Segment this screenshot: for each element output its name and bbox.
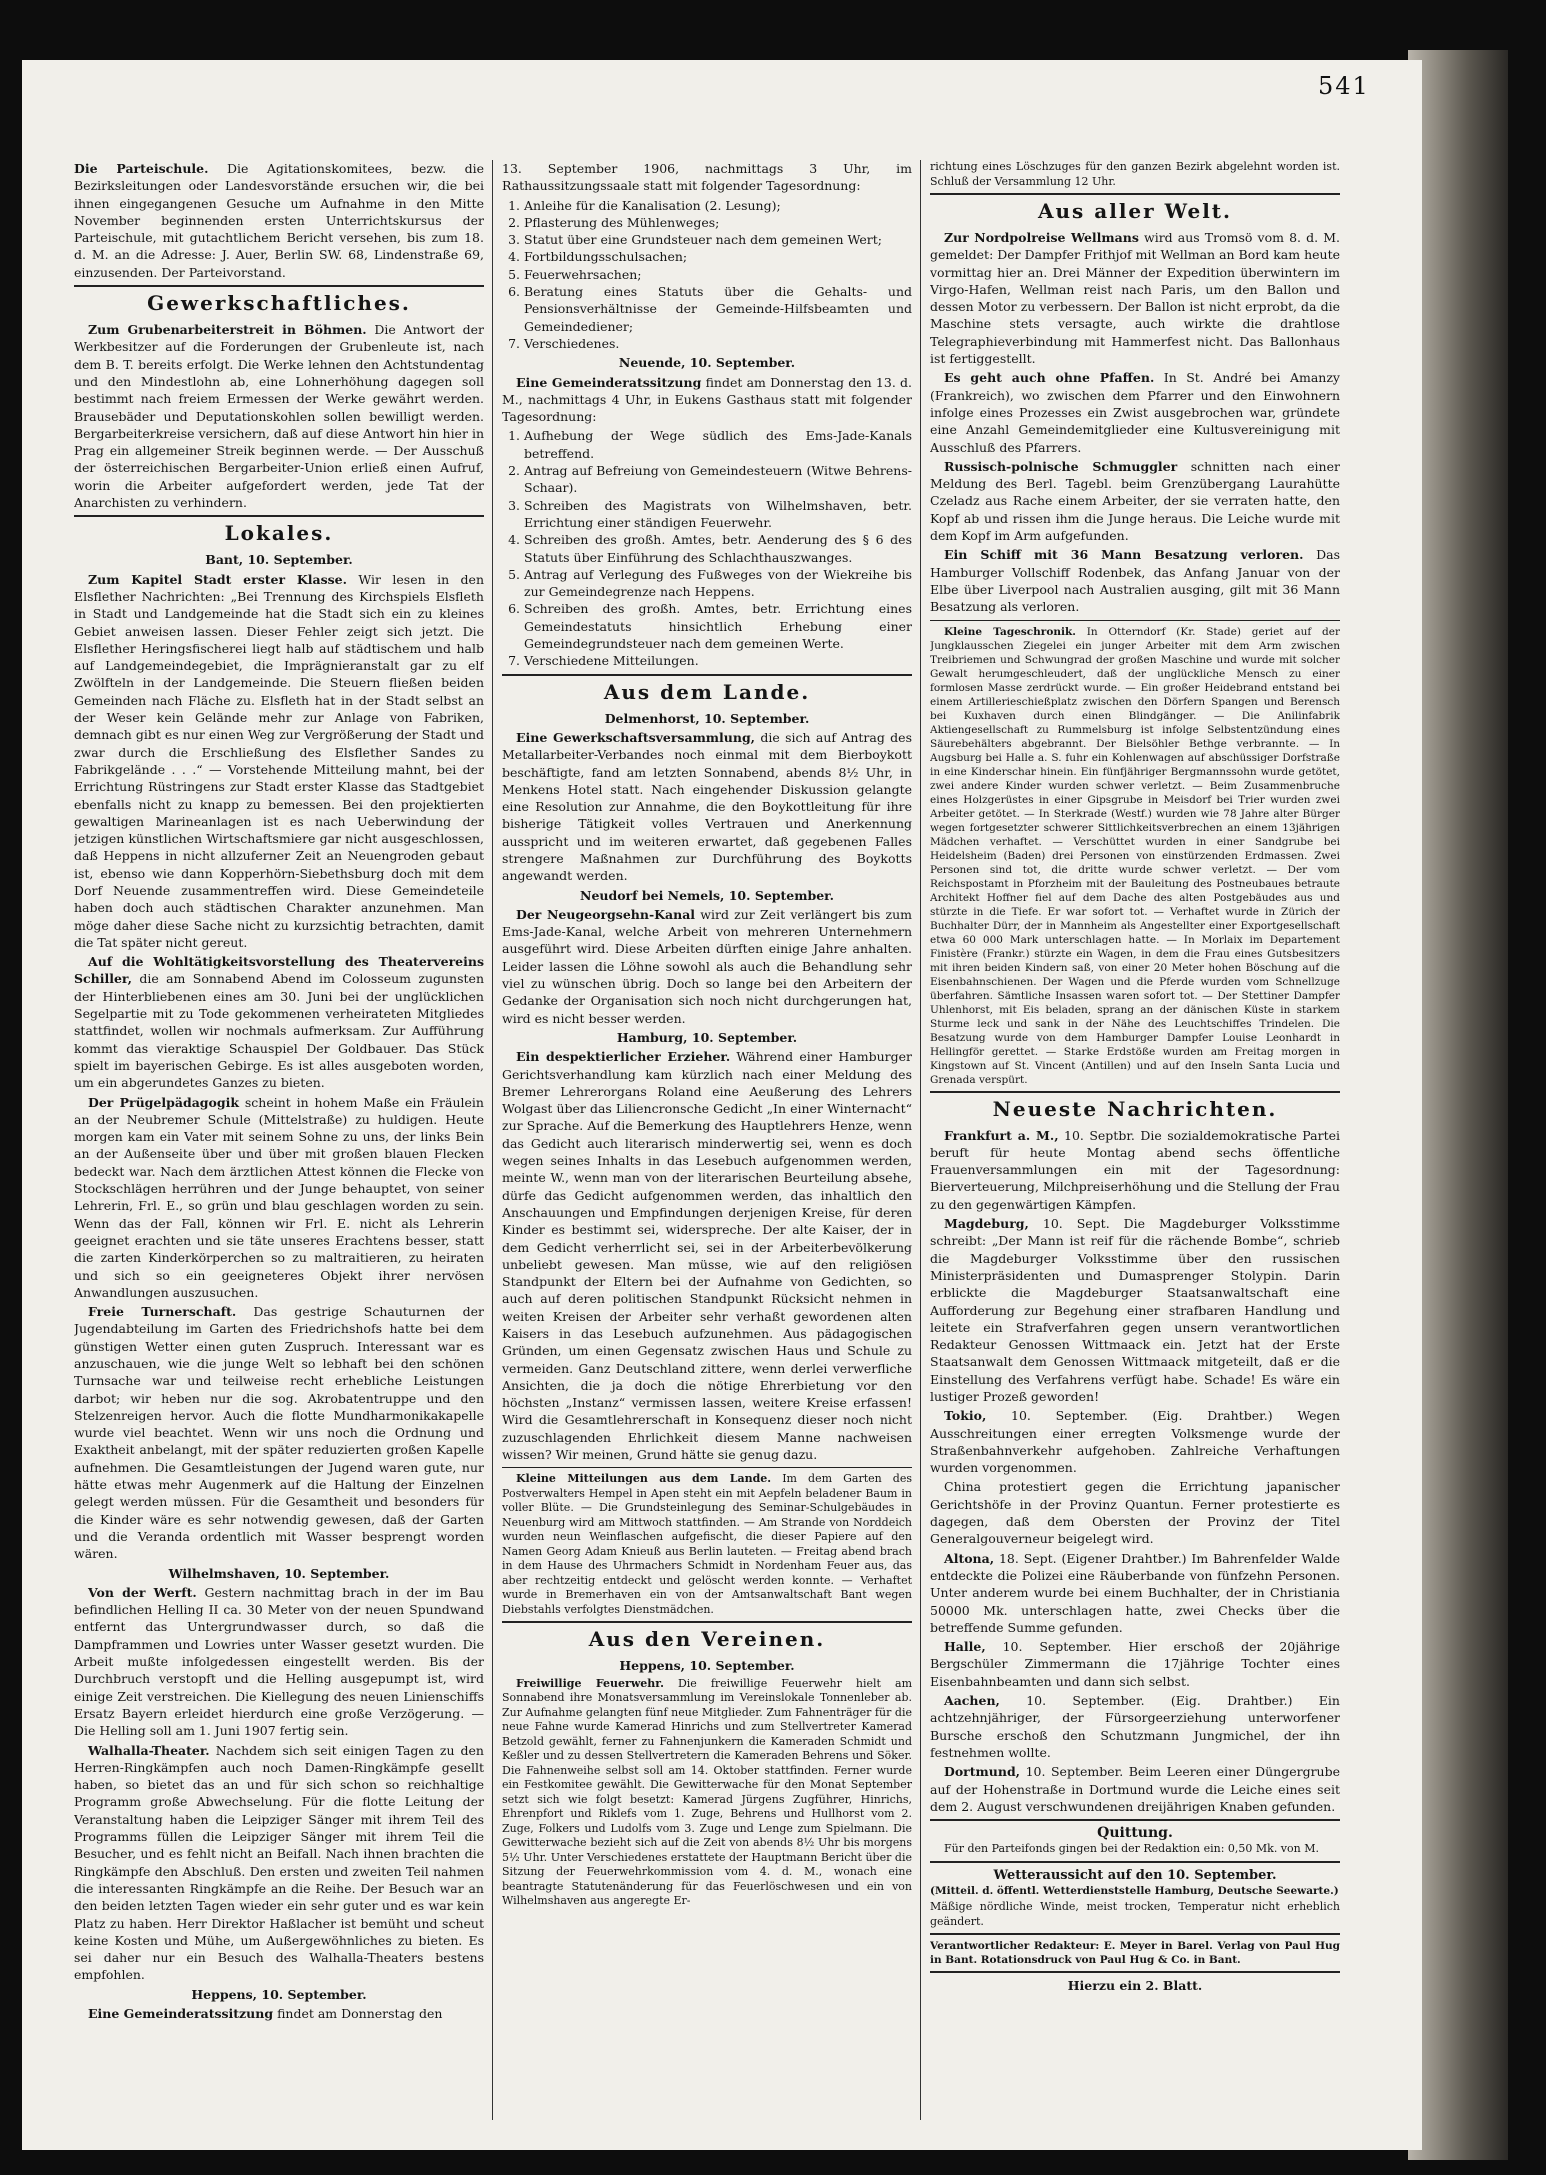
article-ohne-pfaffen: Es geht auch ohne Pfaffen. In St. André bei Amanzy (Frankreich), wo zwischen dem Pfarrer und den Einwohnern infolge eines Prozesses ein Zwist ausgebrochen war, gründete eine Anzahl Gemeindemitglieder eine Kultusvereinigung mit Ausschluß des Pfarrers. xyxy=(930,370,1340,455)
article-grubenarbeiterstreit: Zum Grubenarbeiterstreit in Böhmen. Die Antwort der Werkbesitzer auf die Forderungen der Grubenleute ist, nach dem B. T. bereits erfolgt. Die Werke lehnen den Achtstundentag und den Mindestlohn ab, eine Lohnerhöhung dagegen soll bestimmt nach freiem Ermessen der Werke gewährt werden. Brausebäder und Deputationskohlen sollen bewilligt werden. Bergarbeiterkreise versichern, daß auf diese Antwort hin hier in Prag ein allgemeiner Streik beginnen werde. — Der Ausschuß der österreichischen Bergarbeiter-Union erließ einen Aufruf, worin die Arbeiter aufgefordert werden, jede Tat der Anarchisten zu verhindern. xyxy=(74,322,484,511)
article-theaterverein: Auf die Wohltätigkeitsvorstellung des Theatervereins Schiller, die am Sonnabend Abend im Colosseum zugunsten der Hinterbliebenen eines am 30. Juni bei der unglücklichen Segelpartie mit zu Tode gekommenen verheirateten Mitgliedes stattfindet, wollen wir nochmals aufmerksam. Zur Aufführung kommt das vieraktige Schauspiel Der Goldbauer. Das Stück spielt im bayerischen Gebirge. Es ist alles ausgeboten worden, um ein abgerundetes Ganzes zu bieten. xyxy=(74,954,484,1091)
article-schmuggler: Russisch-polnische Schmuggler schnitten nach einer Meldung des Berl. Tagebl. beim Grenzübergang Laurahütte Czeladz aus Rache einem Arbeiter, der sie verraten hatte, den Kopf ab und rissen ihm die Junge heraus. Die Leiche wurde mit dem Kopf im Arm aufgefunden. xyxy=(930,458,1340,544)
section-divider xyxy=(74,515,484,517)
column-1 xyxy=(74,160,484,2130)
quittung-text: Für den Parteifonds gingen bei der Redaktion ein: 0,50 Mk. von M. xyxy=(944,1842,1319,1856)
section-divider xyxy=(930,1091,1340,1093)
dateline: Heppens, 10. September. xyxy=(619,1658,795,1674)
article-nordpolreise: Zur Nordpolreise Wellmans wird aus Tromsö vom 8. d. M. gemeldet: Der Dampfer Frithjof mit Wellman an Bord kam heute vormittag hier an. Drei Männer der Expedition überwintern im Virgo-Hafen, Wellman reist nach Paris, um den Ballon und dessen Motor zu verbessern. Der Ballon ist nicht erprobt, da die Maschine stets versagte, auch wirkte die drahtlose Telegraphieverbindung mit Hammerfest nicht. Das Ballonhaus ist fertiggestellt. xyxy=(930,230,1340,367)
dateline: Neudorf bei Nemels, 10. September. xyxy=(580,887,834,903)
section-divider xyxy=(502,674,912,676)
article-walhalla: Walhalla-Theater. Nachdem sich seit einigen Tagen zu den Herren-Ringkämpfen auch noch Damen-Ringkämpfe gesellt haben, so bietet das an und für sich schon so reichhaltige Programm große Abwechselung. Für die flotte Leitung der Veranstaltung haben die Leipziger Sänger mit ihrem Teil des Programms füllen die Leipziger Sänger mit ihrem Teil die Besucher, und es fehlt nicht an Beifall. Nach ihnen brachten die Ringkämpfe den Abschluß. Den ersten und zweiten Teil nahmen die interessanten Ringkämpfe an die Reihe. Der Besuch war an den beiden letzten Tagen wieder ein sehr guter und es war kein Platz zu haben. Herr Direktor Haßlacher ist bemüht und scheut keine Kosten und Mühe, um Außergewöhnliches zu bieten. Es sei daher nur ein Besuch des Walhalla-Theaters bestens empfohlen. xyxy=(74,1742,484,1983)
article-tageschronik: Kleine Tageschronik. In Otterndorf (Kr. Stade) geriet auf der Jungklausschen Ziegelei ein junger Arbeiter mit dem Arm zwischen Treibriemen und Schwungrad der großen Maschine und wurde mit solcher Gewalt herumgeschleudert, daß der unglückliche Mensch zu einer formlosen Masse zerdrückt wurde. — Ein großer Heidebrand entstand bei einem Artillerieschießplatz zwischen den Dörfern Spangen und Berensch bei Kuxhaven durch einen Blindgänger. — Die Anilinfabrik Aktiengesellschaft zu Rummelsburg ist infolge Selbstentzündung eines Säurebehälters abgebrannt. Der Bielsöhler Bethge verbrannte. — In Augsburg bei Halle a. S. fuhr ein Kohlenwagen auf abschüssiger Dorfstraße in eine Kinderschar hinein. Ein fünfjähriger Bergmannssohn wurde getötet, zwei andere Kinder wurden schwer verletzt. — Beim Zusammenbruche eines Holzgerüstes in einer Gipsgrube in Meisdorf bei Trier wurden zwei Arbeiter getötet. — In Sterkrade (Westf.) wurden wie 78 Jahre alter Bürger wegen fortgesetzter schwerer Sittlichkeitsverbrechen an einem 13jährigen Mädchen verhaftet. — Verschüttet wurden in einer Sandgrube bei Heidelsheim (Baden) drei Personen von einstürzenden Erdmassen. Zwei Personen sind tot, die dritte wurde schwer verletzt. — Der vom Reichspostamt in Pforzheim mit der Bauleitung des Postneubaues betraute Architekt Hoffner fiel auf dem Dache des alten Postgebäudes aus und stürzte in die Tiefe. Er war sofort tot. — Verhaftet wurde in Zürich der Buchhalter Dürr, der in Mannheim als Angestellter einer Exportgesellschaft etwa 60 000 Mark unterschlagen hatte. — In Morlaix im Departement Finistère (Frankr.) stürzte ein Wagen, in dem die Frau eines Gutsbesitzers mit ihren beiden Kindern saß, von einer 20 Meter hohen Böschung auf die Eisenbahnschienen. Der Wagen und die Pferde wurden vom Schnellzuge überfahren. Sämtliche Insassen waren sofort tot. — Der Stettiner Dampfer Uhlenhorst, mit Eis beladen, sprang an der dänischen Küste in starkem Sturme leck und sank in der Nähe des Leuchtschiffes Trindelen. Die Besatzung wurde von dem Hamburger Dampfer Louise Leonhardt in Hellingför gerettet. — Starke Erdstöße wurden am Freitag morgen in Kingstown auf St. Vincent (Antillen) und auf den Inseln Santa Lucia und Grenada verspürt. xyxy=(930,625,1340,1086)
article-gemeinderat-neuende: Eine Gemeinderatssitzung findet am Donnerstag den 13. d. M., nachmittags 4 Uhr, in Eukens Gasthaus statt mit folgender Tagesordnung: xyxy=(502,374,912,425)
wetter-heading: Wetteraussicht auf den 10. September. xyxy=(993,1867,1277,1883)
section-divider xyxy=(930,1819,1340,1821)
dateline: Heppens, 10. September. xyxy=(191,1986,367,2002)
page-number: 541 xyxy=(1318,72,1370,100)
article-kleine-mitteilungen: Kleine Mitteilungen aus dem Lande. Im dem Garten des Postverwalters Hempel in Apen steht ein mit Aepfeln beladener Baum in voller Blüte. — Die Grundsteinlegung des Seminar-Schulgebäudes in Neuenburg wird am Mittwoch stattfinden. — Am Strande von Norddeich wurden neun Weinflaschen aufgefischt, die dieser Papiere auf den Namen Georg Adam Knieuß aus Berlin lauteten. — Freitag abend brach in dem Hause des Uhrmachers Schmidt in Nordenham Feuer aus, das aber rechtzeitig entdeckt und gelöscht werden konnte. — Verhaftet wurde in Bremerhaven ein von der Amtsanwaltschaft Bant wegen Diebstahls verfolgtes Dienstmädchen. xyxy=(502,1472,912,1616)
agenda-item: 7. Verschiedene Mitteilungen. xyxy=(524,652,912,669)
section-heading-aus-den-vereinen: Aus den Vereinen. xyxy=(588,1627,826,1652)
article-stadt-erster-klasse: Zum Kapitel Stadt erster Klasse. Wir lesen in den Elsflether Nachrichten: „Bei Trennung des Kirchspiels Elsfleth in Stadt und Landgemeinde hat die Stadt sich ein zu kleines Gebiet anweisen lassen. Dieser Fehler zeigt sich jetzt. Die Elsflether Heringsfischerei liegt halb auf städtischem und halb auf Landgemeindegebiet, die Imprägnieranstalt gar zu elf Zwölfteln in der Landgemeinde. Die Steuern fließen beiden Gemeinden nach Fläche zu. Elsfleth hat in der Stadt selbst an der Weser kein Gelände mehr zur Anlage von Fabriken, demnach gibt es nur einen Weg zur Vergrößerung der Stadt und zwar durch die Erschließung des Elsflether Sandes zu Fabrikgelände . . .“ — Vorstehende Mitteilung mahnt, bei der Errichtung Rüstringens zur Stadt erster Klasse das Stadtgebiet ebenfalls nicht zu knapp zu bemessen. Bei den projektierten gewaltigen Marineanlagen ist es nach Ueberwindung der jetzigen künstlichen Wirtschaftsmiere gar nicht ausgeschlossen, daß Heppens in nicht allzuferner Zeit an Neuengroden gebaut ist, ebenso wie dann Kopperhörn-Siebethsburg doch mit dem Dorf Neuende zusammentreffen wird. Diese Gemeindeteile haben doch auch städtischen Charakter anzunehmen. Man möge daher diese Sache nicht zu kurzsichtig betrachten, damit die Tat später nicht gereut. xyxy=(74,571,484,950)
column-rule xyxy=(920,160,921,2120)
article-continuation: richtung eines Löschzuges für den ganzen Bezirk abgelehnt worden ist. Schluß der Versammlung 12 Uhr. xyxy=(930,160,1340,188)
news-altona: Altona, 18. Sept. (Eigener Drahtber.) Im Bahrenfelder Walde entdeckte die Polizei eine Räuberbande von fünfzehn Personen. Unter anderem wurde bei einem Buchhalter, der in Christiania 50000 Mk. unterschlagen hatte, zwei Checks über die betreffende Summe gefunden. xyxy=(930,1550,1340,1635)
article-werft: Von der Werft. Gestern nachmittag brach in der im Bau befindlichen Helling II ca. 30 Meter von der neuen Spundwand entfernt das Untergrundwasser durch, so daß die Dampframmen und Lowries unter Wasser gesetzt wurden. Die Arbeit mußte infolgedessen eingestellt werden. Bis der Durchbruch verstopft und die Helling ausgepumpt ist, wird einige Zeit verstreichen. Die Kiellegung des neuen Linienschiffs Ersatz Bayern erleidet hierdurch eine große Verzögerung. — Die Helling soll am 1. Juni 1907 fertig sein. xyxy=(74,1584,484,1739)
agenda-list-heppens xyxy=(502,197,912,353)
section-heading-neueste-nachrichten: Neueste Nachrichten. xyxy=(992,1096,1278,1121)
article-gewerkschaftsversammlung: Eine Gewerkschaftsversammlung, die sich auf Antrag des Metallarbeiter-Verbandes noch einmal mit dem Bierboykott beschäftigte, fand am letzten Sonnabend, abends 8½ Uhr, in Menkens Hotel statt. Nach eingehender Diskussion gelangte eine Resolution zur Annahme, die den Boykottleitung für ihre bisherige Tätigkeit volles Vertrauen und Anerkennung ausspricht und im weiteren erwartet, daß gegebenen Falles strengere Maßnahmen zur Durchführung des Boykotts angewandt werden. xyxy=(502,729,912,884)
book-spine xyxy=(1408,50,1508,2160)
column-2 xyxy=(502,160,912,2130)
section-divider xyxy=(930,1861,1340,1863)
agenda-item: 1. Anleihe für die Kanalisation (2. Lesung); xyxy=(524,197,912,214)
wetter-source: (Mitteil. d. öffentl. Wetterdienststelle Hamburg, Deutsche Seewarte.) xyxy=(930,1885,1339,1898)
news-china: China protestiert gegen die Errichtung japanischer Gerichtshöfe in der Provinz Quantun. Ferner protestierte es dagegen, daß dem Obersten der Provinz der Titel Generalgouverneur beigelegt wird. xyxy=(930,1479,1340,1547)
article-erzieher: Ein despektierlicher Erzieher. Während einer Hamburger Gerichtsverhandlung kam kürzlich nach einer Meldung des Bremer Lehrerorgans Roland eine Aeußerung des Lehrers Wolgast über das Liliencronsche Gedicht „In einer Winternacht“ zur Sprache. Auf die Bemerkung des Hauptlehrers Henze, wenn das Gedicht auch literarisch minderwertig sei, wenn es doch wegen seines Inhalts in das Lesebuch aufgenommen werden, meinte W., wenn man von der literarischen Beurteilung absehe, dürfe das Gedicht aufgenommen werden, das inhaltlich den Anschauungen und Empfindungen derjenigen Kreise, für deren Kinder es bestimmt sei, widerspreche. Der alte Kaiser, der in dem Gedicht verherrlicht sei, sei in der Arbeiterbevölkerung unbeliebt gewesen. Man müsse, wie auf den religiösen Standpunkt der Eltern bei der Aufnahme von Gedichten, so auch auf deren politischen Standpunkt Rücksicht nehmen in weiten Kreisen der Arbeiter sehr verhaßt gewordenen alten Kaisers in das Lesebuch aufzunehmen. Aus pädagogischen Gründen, um einen Gegensatz zwischen Haus und Schule zu vermeiden. Ganz Deutschland zittere, wenn derlei verwerfliche Ansichten, die ja doch die nötige Ehrerbietung vor den höchsten „Instanz“ vermissen lassen, weitere Kreise erfassen! Wird die Gesamtlehrerschaft in Konsequenz dieser noch nicht zuzuschlagenden Ehrlichkeit diesem Manne nachweisen wissen? Wir meinen, Grund hätte sie genug dazu. xyxy=(502,1049,912,1463)
section-heading-aus-dem-lande: Aus dem Lande. xyxy=(603,679,811,704)
agenda-list-neuende xyxy=(502,427,912,669)
article-turnerschaft: Freie Turnerschaft. Das gestrige Schauturnen der Jugendabteilung im Garten des Friedrichshofs hatte bei dem günstigen Wetter einen guten Zuspruch. Interessant war es anzuschauen, wie die junge Welt so lebhaft bei den schönen Turnsache war und teilweise recht erhebliche Leistungen darbot; wir heben nur die sog. Akrobatentruppe und den Stelzenreigen hervor. Auch die flotte Mundharmonikakapelle wurde viel beachtet. Wenn wir uns noch die Ordnung und Exaktheit anbelangt, mit der später reduzierten großen Kapelle aufnehmen. Die Gesamtleistungen der Jugend waren gute, nur hätte etwas mehr Augenmerk auf die Haltung der Einzelnen gelegt werden müssen. Für die Gesamtheit und besonders für die Kinder wäre es sehr notwendig gewesen, daß der Garten und die Veranda ordentlich mit Wasser besprengt worden wären. xyxy=(74,1304,484,1562)
agenda-intro: 13. September 1906, nachmittags 3 Uhr, im Rathaussitzungssaale statt mit folgender Tagesordnung: xyxy=(502,161,912,194)
agenda-item: 5. Feuerwehrsachen; xyxy=(524,266,912,283)
agenda-item: 4. Fortbildungsschulsachen; xyxy=(524,248,912,265)
agenda-item: 4. Schreiben des großh. Amtes, betr. Aenderung des § 6 des Statuts über Einführung des Schlachthauszwanges. xyxy=(524,531,912,566)
news-dortmund: Dortmund, 10. September. Beim Leeren einer Düngergrube auf der Hohenstraße in Dortmund wurde die Leiche eines seit dem 2. August verschwundenen dreijährigen Knaben gefunden. xyxy=(930,1764,1340,1814)
section-divider xyxy=(930,620,1340,621)
parteischule-article: Die Parteischule. Die Agitationskomitees, bezw. die Bezirksleitungen oder Landesvorstände ersuchen wir, die bei ihnen eingegangenen Gesuche um Aufnahme in den Mitte November beginnenden ersten Unterrichtskursus der Parteischule, mit gutachtlichem Bericht versehen, bis zum 18. d. M. an die Adresse: J. Auer, Berlin SW. 68, Lindenstraße 69, einzusenden. Der Parteivorstand. xyxy=(74,161,484,280)
agenda-item: 5. Antrag auf Verlegung des Fußweges von der Wiekreihe bis zur Gemeindegrenze nach Heppens. xyxy=(524,566,912,601)
article-pruegelpaedagogik: Der Prügelpädagogik scheint in hohem Maße ein Fräulein an der Neubremer Schule (Mittelstraße) zu huldigen. Heute morgen kam ein Vater mit seinem Sohne zu uns, der links Bein an der Außenseite über und über mit großen blauen Flecken bedeckt war. Nach dem ärztlichen Attest können die Flecke von Stockschlägen herrühren und der Junge behauptet, von seiner Lehrerin, Frl. E., so grün und blau geschlagen worden zu sein. Wenn das der Fall, können wir Frl. E. nicht als Lehrerin geeignet erachten und sie täte unseres Erachtens besser, statt die zarten Kinderkörperchen so zu maltraitieren, zu heiraten und sich so ein geeigneteres Objekt ihrer nervösen Anwandlungen auszusuchen. xyxy=(74,1094,484,1300)
section-divider xyxy=(930,193,1340,195)
article-gemeinderat-heppens: Eine Gemeinderatssitzung findet am Donnerstag den xyxy=(88,2005,443,2021)
agenda-item: 7. Verschiedenes. xyxy=(524,335,912,352)
column-rule xyxy=(492,160,493,2120)
agenda-item: 1. Aufhebung der Wege südlich des Ems-Jade-Kanals betreffend. xyxy=(524,427,912,462)
column-3 xyxy=(930,160,1340,2130)
dateline: Delmenhorst, 10. September. xyxy=(604,710,810,726)
article-feuerwehr: Freiwillige Feuerwehr. Die freiwillige Feuerwehr hielt am Sonnabend ihre Monatsversammlung im Vereinslokale Tonnenleber ab. Zur Aufnahme gelangten fünf neue Mitglieder. Zum Fahnenträger für die neue Fahne wurde Kamerad Hinrichs und zum Stellvertreter Kamerad Betzold gewählt, ferner zu Fahnenjunkern die Kameraden Schmidt und Keßler und zu dessen Stellvertretern die Kameraden Behrens und Söker. Die Fahnenweihe selbst soll am 14. Oktober stattfinden. Ferner wurde ein Festkomitee gewählt. Die Gewitterwache für den Monat September setzt sich wie folgt besetzt: Kamerad Jürgens Zugführer, Hinrichs, Ehrenpfort und Riklefs vom 1. Zuge, Behrens und Hullhorst vom 2. Zuge, Folkers und Ludolfs vom 3. Zuge und Lenge zum Spielmann. Die Gewitterwache bezieht sich auf die Zeit von abends 8½ Uhr bis morgens 5½ Uhr. Unter Verschiedenes erstattete der Hauptmann Bericht über die Sitzung der Feuerwehrkommission vom 4. d. M., wonach eine beantragte Statutenänderung für das Feuerlöschwesen und ein von Wilhelmshaven aus angeregte Er- xyxy=(502,1676,912,1908)
section-divider xyxy=(502,1621,912,1623)
agenda-item: 3. Schreiben des Magistrats von Wilhelmshaven, betr. Errichtung einer ständigen Feuerwehr. xyxy=(524,497,912,532)
article-kanal: Der Neugeorgsehn-Kanal wird zur Zeit verlängert bis zum Ems-Jade-Kanal, welche Arbeit von mehreren Unternehmern ausgeführt wird. Diese Arbeiten dürften einige Jahre anhalten. Leider lassen die Löhne sowohl als auch die Behandlung sehr viel zu wünschen übrig. Doch so lange bei den Arbeitern der Gedanke der Organisation sich noch nicht durchgerungen hat, wird es nicht besser werden. xyxy=(502,906,912,1026)
beilage-notice: Hierzu ein 2. Blatt. xyxy=(1067,1978,1203,1994)
agenda-item: 2. Antrag auf Befreiung von Gemeindesteuern (Witwe Behrens-Schaar). xyxy=(524,462,912,497)
section-divider xyxy=(502,1467,912,1468)
impressum: Verantwortlicher Redakteur: E. Meyer in Barel. Verlag von Paul Hug in Bant. Rotationsdruck von Paul Hug & Co. in Bant. xyxy=(930,1940,1340,1967)
section-divider xyxy=(930,1933,1340,1935)
news-frankfurt: Frankfurt a. M., 10. Septbr. Die sozialdemokratische Partei beruft für heute Montag abend sechs öffentliche Frauenversammlungen ein mit der Tagesordnung: Bierverteuerung, Milchpreiserhöhung und die Stellung der Frau zu den gegenwärtigen Kämpfen. xyxy=(930,1127,1340,1212)
agenda-item: 3. Statut über eine Grundsteuer nach dem gemeinen Wert; xyxy=(524,231,912,248)
section-heading-gewerkschaftliches: Gewerkschaftliches. xyxy=(147,291,411,316)
news-tokio: Tokio, 10. September. (Eig. Drahtber.) Wegen Ausschreitungen einer erregten Volksmenge wurde der Straßenbahnverkehr aufgehoben. Zahlreiche Verhaftungen wurden vorgenommen. xyxy=(930,1408,1340,1476)
section-heading-aus-aller-welt: Aus aller Welt. xyxy=(1037,199,1232,223)
dateline: Bant, 10. September. xyxy=(205,552,353,568)
agenda-item: 2. Pflasterung des Mühlenweges; xyxy=(524,214,912,231)
section-divider xyxy=(74,285,484,287)
agenda-item: 6. Beratung eines Statuts über die Gehalts- und Pensionsverhältnisse der Gemeinde-Hilfsbeamten und Gemeindediener; xyxy=(524,283,912,335)
wetter-text: Mäßige nördliche Winde, meist trocken, Temperatur nicht erheblich geändert. xyxy=(930,1900,1340,1928)
dateline: Wilhelmshaven, 10. September. xyxy=(168,1565,390,1581)
section-divider xyxy=(930,1971,1340,1973)
agenda-item: 6. Schreiben des großh. Amtes, betr. Errichtung eines Gemeindestatuts hinsichtlich Erhebung einer Gemeindegrundsteuer nach dem gemeinen Werte. xyxy=(524,600,912,652)
news-aachen: Aachen, 10. September. (Eig. Drahtber.) Ein achtzehnjähriger, der Fürsorgeerziehung unterworfener Bursche erschoß den Schutzmann Jungmichel, der ihn festnehmen wollte. xyxy=(930,1693,1340,1760)
article-schiff-verloren: Ein Schiff mit 36 Mann Besatzung verloren. Das Hamburger Vollschiff Rodenbek, das Anfang Januar von der Elbe über Liverpool nach Australien ausging, gilt mit 36 Mann Besatzung als verloren. xyxy=(930,547,1340,615)
dateline: Neuende, 10. September. xyxy=(618,355,796,371)
section-heading-lokales: Lokales. xyxy=(224,521,334,546)
quittung-heading: Quittung. xyxy=(1097,1825,1173,1842)
dateline: Hamburg, 10. September. xyxy=(616,1029,798,1045)
news-halle: Halle, 10. September. Hier erschoß der 20jährige Bergschüler Zimmermann die 17jährige Tochter eines Eisenbahnbeamten und dann sich selbst. xyxy=(930,1639,1340,1689)
news-magdeburg: Magdeburg, 10. Sept. Die Magdeburger Volksstimme schreibt: „Der Mann ist reif für die rächende Bombe“, schrieb die Magdeburger Volksstimme über den russischen Ministerpräsidenten und Dumasprenger Stolypin. Darin erblickte die Magdeburger Staatsanwaltschaft eine Aufforderung zur Begehung einer strafbaren Handlung und leitete ein Strafverfahren gegen unsern verantwortlichen Redakteur Genossen Wittmaack ein. Jetzt hat der Erste Staatsanwalt dem Genossen Wittmaack mitgeteilt, daß er die Einstellung des Verfahrens verfügt habe. Schade! Es wäre ein lustiger Prozeß geworden! xyxy=(930,1216,1340,1404)
